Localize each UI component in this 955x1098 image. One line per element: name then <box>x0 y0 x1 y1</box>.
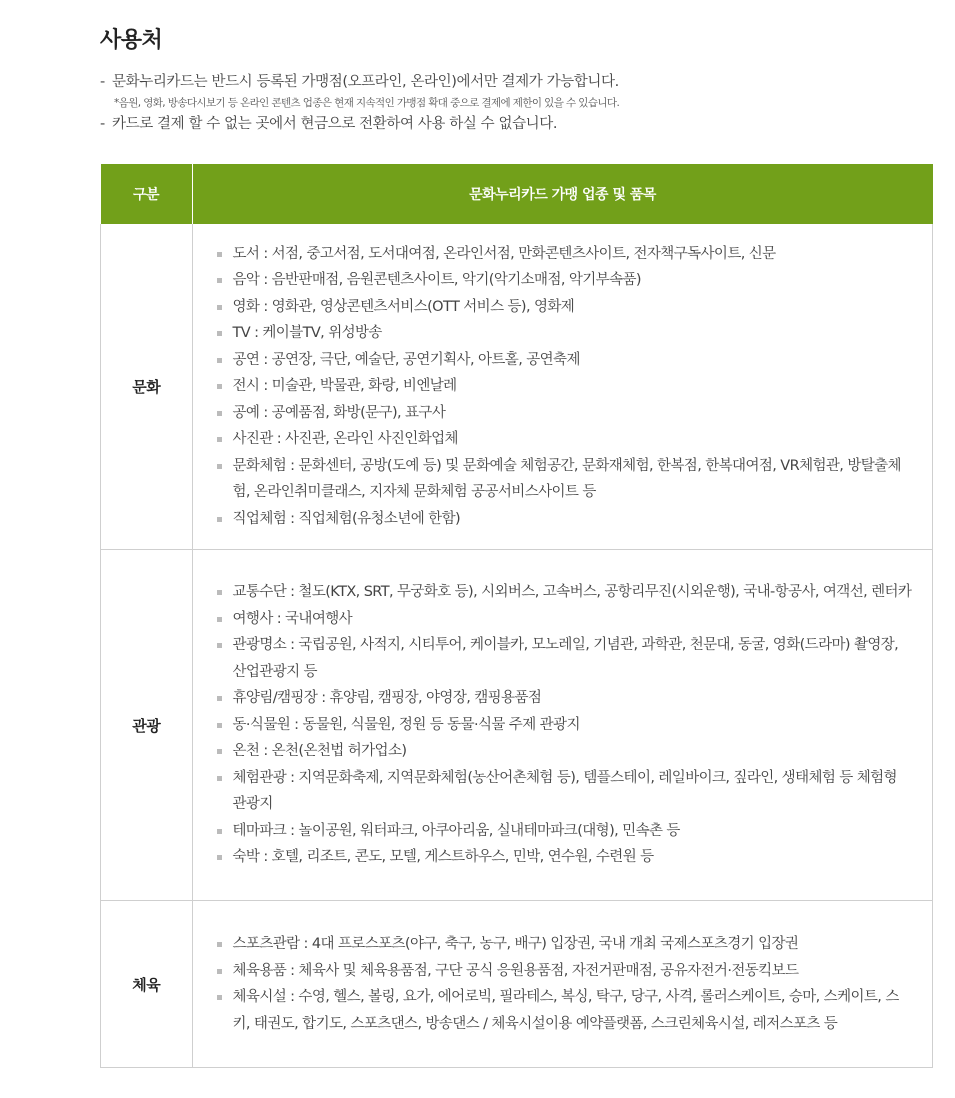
list-item <box>215 738 913 765</box>
category-cell: 문화 <box>101 224 193 550</box>
table-header-row <box>101 164 933 224</box>
list-item-text: 도서 : 서점, 중고서점, 도서대여점, 온라인서점, 만화콘텐츠사이트, 전자책구독사이트, 신문 <box>232 245 776 262</box>
list-item-text: 스포츠관람 : 4대 프로스포츠(야구, 축구, 농구, 배구) 입장권, 국내 개최 국제스포츠경기 입장권 <box>232 936 799 952</box>
list-item <box>215 347 913 374</box>
list-item-text: 동·식물원 : 동물원, 식물원, 정원 등 동물·식물 주제 관광지 <box>232 716 580 733</box>
table-row <box>101 901 933 1068</box>
list-item <box>215 579 913 606</box>
list-item <box>215 818 913 845</box>
square-bullet-icon <box>217 855 222 860</box>
list-item <box>215 984 913 1037</box>
page-title: 사용처 <box>100 28 163 53</box>
items-cell <box>192 224 933 550</box>
square-bullet-icon <box>217 696 222 701</box>
item-list <box>193 579 933 871</box>
list-item-text: 온천 : 온천(온천법 허가업소) <box>232 743 407 760</box>
list-item-text: 음악 : 음반판매점, 음원콘텐츠사이트, 악기(악기소매점, 악기부속품) <box>232 272 641 289</box>
list-item-text: 영화 : 영화관, 영상콘텐츠서비스(OTT 서비스 등), 영화제 <box>232 298 575 315</box>
square-bullet-icon <box>217 437 222 442</box>
list-item <box>215 426 913 453</box>
list-item <box>215 400 913 427</box>
square-bullet-icon <box>217 749 222 754</box>
square-bullet-icon <box>217 517 222 522</box>
list-item-text: 공연 : 공연장, 극단, 예술단, 공연기획사, 아트홀, 공연축제 <box>232 351 580 368</box>
square-bullet-icon <box>217 776 222 781</box>
list-item <box>215 506 913 533</box>
dash-marker: - <box>100 116 105 132</box>
list-item <box>215 712 913 739</box>
square-bullet-icon <box>217 411 222 416</box>
square-bullet-icon <box>217 617 222 622</box>
square-bullet-icon <box>217 358 222 363</box>
notice-text: 문화누리카드는 반드시 등록된 가맹점(오프라인, 온라인)에서만 결제가 가능합니다. <box>112 74 619 90</box>
square-bullet-icon <box>217 305 222 310</box>
list-item-text: 사진관 : 사진관, 온라인 사진인화업체 <box>232 431 458 448</box>
square-bullet-icon <box>217 278 222 283</box>
square-bullet-icon <box>217 723 222 728</box>
category-cell: 체육 <box>101 901 193 1068</box>
square-bullet-icon <box>217 829 222 834</box>
list-item <box>215 373 913 400</box>
notice-subnote: *음원, 영화, 방송다시보기 등 온라인 콘텐츠 업종은 현재 지속적인 가맹점 확대 중으로 결제에 제한이 있을 수 있습니다. <box>114 97 620 109</box>
square-bullet-icon <box>217 464 222 469</box>
list-item-text: 휴양림/캠핑장 : 휴양림, 캠핑장, 야영장, 캠핑용품점 <box>232 690 542 707</box>
notice-item <box>100 113 933 135</box>
list-item <box>215 606 913 633</box>
list-item <box>215 958 913 985</box>
list-item-text: 공예 : 공예품점, 화방(문구), 표구사 <box>232 404 446 421</box>
list-item-text: 체육시설 : 수영, 헬스, 볼링, 요가, 에어로빅, 필라테스, 복싱, 탁구, 당구, 사격, 롤러스케이트, 승마, 스케이트, 스키, 태권도, 합기도, 스포츠댄스, 방송댄스 / 체육시설이용 예약플랫폼, 스크린체육시설, 레저스포츠 등 <box>232 989 899 1032</box>
list-item-text: 문화체험 : 문화센터, 공방(도예 등) 및 문화예술 체험공간, 문화재체험, 한복점, 한복대여점, VR체험관, 방탈출체험, 온라인취미클래스, 지자체 문화체험 공공서비스사이트 등 <box>232 457 901 501</box>
table-row <box>101 550 933 901</box>
square-bullet-icon <box>217 643 222 648</box>
notice-item <box>100 71 933 93</box>
items-cell <box>192 550 933 901</box>
dash-marker: - <box>100 74 105 90</box>
list-item <box>215 294 913 321</box>
list-item-text: 체험관광 : 지역문화축제, 지역문화체험(농산어촌체험 등), 템플스테이, 레일바이크, 짚라인, 생태체험 등 체험형 관광지 <box>232 769 897 813</box>
square-bullet-icon <box>217 969 222 974</box>
square-bullet-icon <box>217 331 222 336</box>
table-row <box>101 224 933 550</box>
list-item <box>215 931 913 958</box>
list-item <box>215 844 913 871</box>
item-list <box>193 241 933 533</box>
header-category: 구분 <box>101 164 193 224</box>
list-item <box>215 685 913 712</box>
notice-text: 카드로 결제 할 수 없는 곳에서 현금으로 전환하여 사용 하실 수 없습니다. <box>112 116 558 132</box>
square-bullet-icon <box>217 384 222 389</box>
usage-section <box>100 26 933 1032</box>
notice-list <box>100 71 933 135</box>
header-items: 문화누리카드 가맹 업종 및 품목 <box>192 164 933 224</box>
list-item-text: 숙박 : 호텔, 리조트, 콘도, 모텔, 게스트하우스, 민박, 연수원, 수련원 등 <box>232 849 654 866</box>
list-item-text: 전시 : 미술관, 박물관, 화랑, 비엔날레 <box>232 378 457 395</box>
list-item <box>215 241 913 268</box>
list-item <box>215 632 913 685</box>
item-list <box>193 931 933 1037</box>
items-cell <box>192 901 933 1068</box>
list-item-text: 테마파크 : 놀이공원, 워터파크, 아쿠아리움, 실내테마파크(대형), 민속촌 등 <box>232 822 680 839</box>
list-item-text: 직업체험 : 직업체험(유청소년에 한함) <box>232 510 461 527</box>
list-item-text: 체육용품 : 체육사 및 체육용품점, 구단 공식 응원용품점, 자전거판매점, 공유자전거·전동킥보드 <box>232 962 799 979</box>
merchant-table <box>100 164 933 1068</box>
list-item-text: 관광명소 : 국립공원, 사적지, 시티투어, 케이블카, 모노레일, 기념관, 과학관, 천문대, 동굴, 영화(드라마) 촬영장, 산업관광지 등 <box>232 637 899 680</box>
list-item <box>215 320 913 347</box>
square-bullet-icon <box>217 590 222 595</box>
list-item <box>215 267 913 294</box>
square-bullet-icon <box>217 995 222 1000</box>
list-item <box>215 453 913 506</box>
square-bullet-icon <box>217 942 222 947</box>
list-item-text: TV : 케이블TV, 위성방송 <box>232 325 382 342</box>
list-item <box>215 765 913 818</box>
category-cell: 관광 <box>101 550 193 901</box>
square-bullet-icon <box>217 252 222 257</box>
list-item-text: 교통수단 : 철도(KTX, SRT, 무궁화호 등), 시외버스, 고속버스, 공항리무진(시외운행), 국내-항공사, 여객선, 렌터카 <box>232 584 912 601</box>
list-item-text: 여행사 : 국내여행사 <box>232 610 353 627</box>
